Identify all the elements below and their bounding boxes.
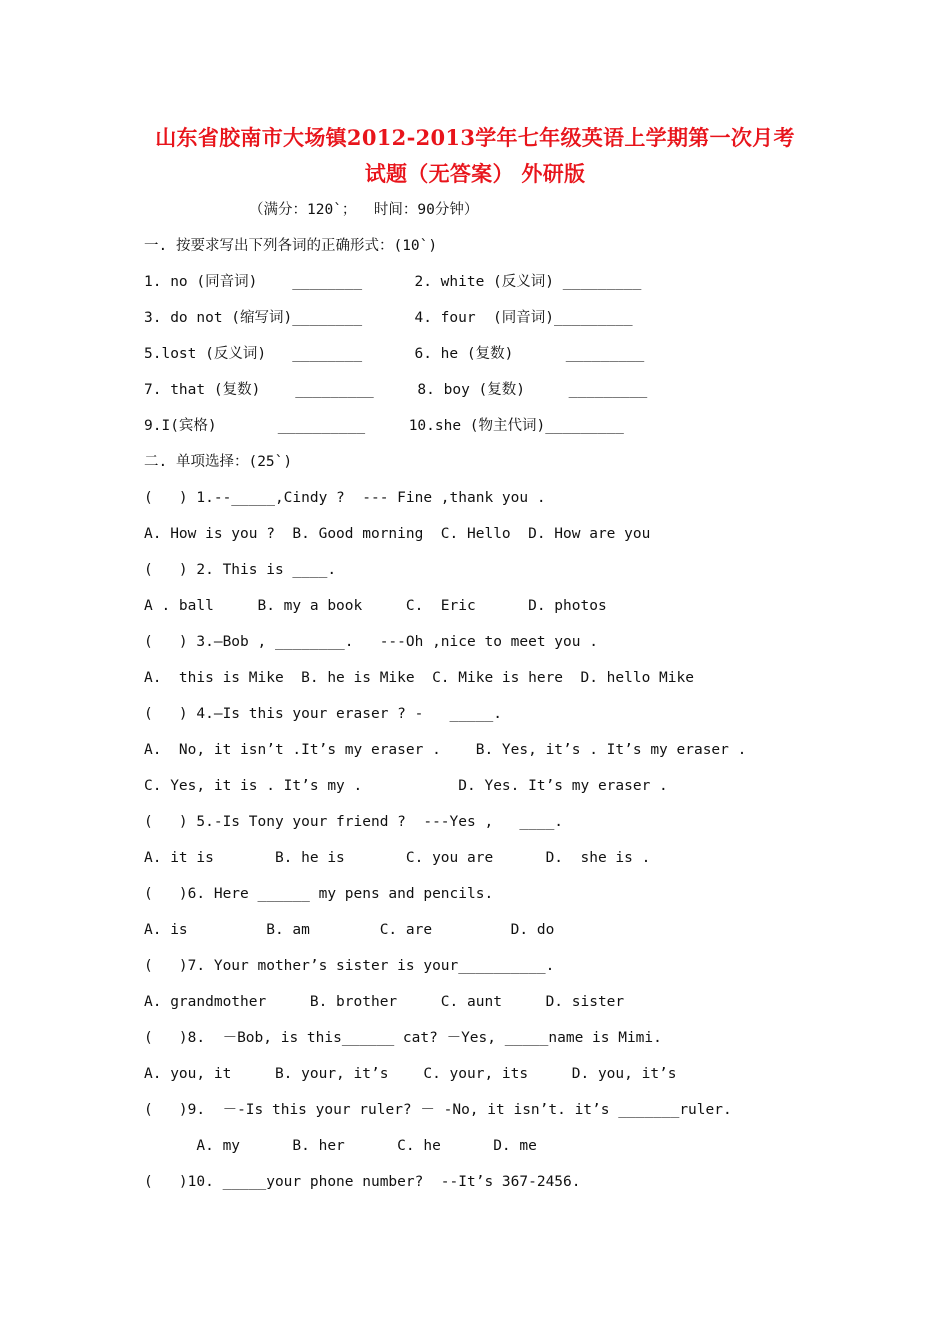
- question-9-options: A. my B. her C. he D. me: [144, 1138, 537, 1154]
- question-1-options: A. How is you ? B. Good morning C. Hello D. How are you: [144, 526, 651, 542]
- question-6: ( )6. Here ______ my pens and pencils.: [144, 886, 494, 902]
- question-1: ( ) 1.--_____,Cindy ? --- Fine ,thank you .: [144, 490, 546, 506]
- question-7: ( )7. Your mother’s sister is your__________.: [144, 958, 555, 974]
- question-3: ( ) 3.—Bob , ________. ---Oh ,nice to meet you .: [144, 634, 598, 650]
- question-7-options: A. grandmother B. brother C. aunt D. sister: [144, 994, 625, 1010]
- section-2-heading: 二. 单项选择：(25`): [144, 454, 293, 470]
- exam-subtitle: （满分：120`； 时间：90分钟）: [249, 202, 479, 218]
- question-4-options-cd: C. Yes, it is . It’s my . D. Yes. It’s my eraser .: [144, 778, 668, 794]
- question-5: ( ) 5.-Is Tony your friend ? ---Yes , ____.: [144, 814, 564, 830]
- question-5-options: A. it is B. he is C. you are D. she is .: [144, 850, 651, 866]
- section-1-heading: 一. 按要求写出下列各词的正确形式：(10`): [144, 238, 438, 254]
- question-6-options: A. is B. am C. are D. do: [144, 922, 555, 938]
- word-form-row: 3. do not (缩写词)________ 4. four (同音词)_________: [144, 310, 633, 326]
- question-4: ( ) 4.—Is this your eraser ? - _____.: [144, 706, 502, 722]
- exam-title-line-2: 试题（无答案） 外研版: [364, 161, 586, 186]
- word-form-row: 9.I(宾格) __________ 10.she (物主代词)_________: [144, 418, 624, 434]
- question-2-options: A . ball B. my a book C. Eric D. photos: [144, 598, 607, 614]
- exam-title-line-1: 山东省胶南市大场镇2012-2013学年七年级英语上学期第一次月考: [155, 125, 795, 150]
- word-form-row: 1. no (同音词) ________ 2. white (反义词) _________: [144, 274, 642, 290]
- question-2: ( ) 2. This is ____.: [144, 562, 337, 578]
- question-4-options-ab: A. No, it isn’t .It’s my eraser . B. Yes, it’s . It’s my eraser .: [144, 742, 747, 758]
- question-3-options: A. this is Mike B. he is Mike C. Mike is here D. hello Mike: [144, 670, 694, 686]
- question-10: ( )10. _____your phone number? --It’s 367-2456.: [144, 1174, 581, 1190]
- question-9: ( )9. －-Is this your ruler? － -No, it isn’t. it’s _______ruler.: [144, 1102, 732, 1118]
- word-form-row: 5.lost (反义词) ________ 6. he (复数) _________: [144, 346, 645, 362]
- question-8-options: A. you, it B. your, it’s C. your, its D. you, it’s: [144, 1066, 677, 1082]
- question-8: ( )8. －Bob, is this______ cat? －Yes, _____name is Mimi.: [144, 1030, 662, 1046]
- word-form-row: 7. that (复数) _________ 8. boy (复数) _________: [144, 382, 648, 398]
